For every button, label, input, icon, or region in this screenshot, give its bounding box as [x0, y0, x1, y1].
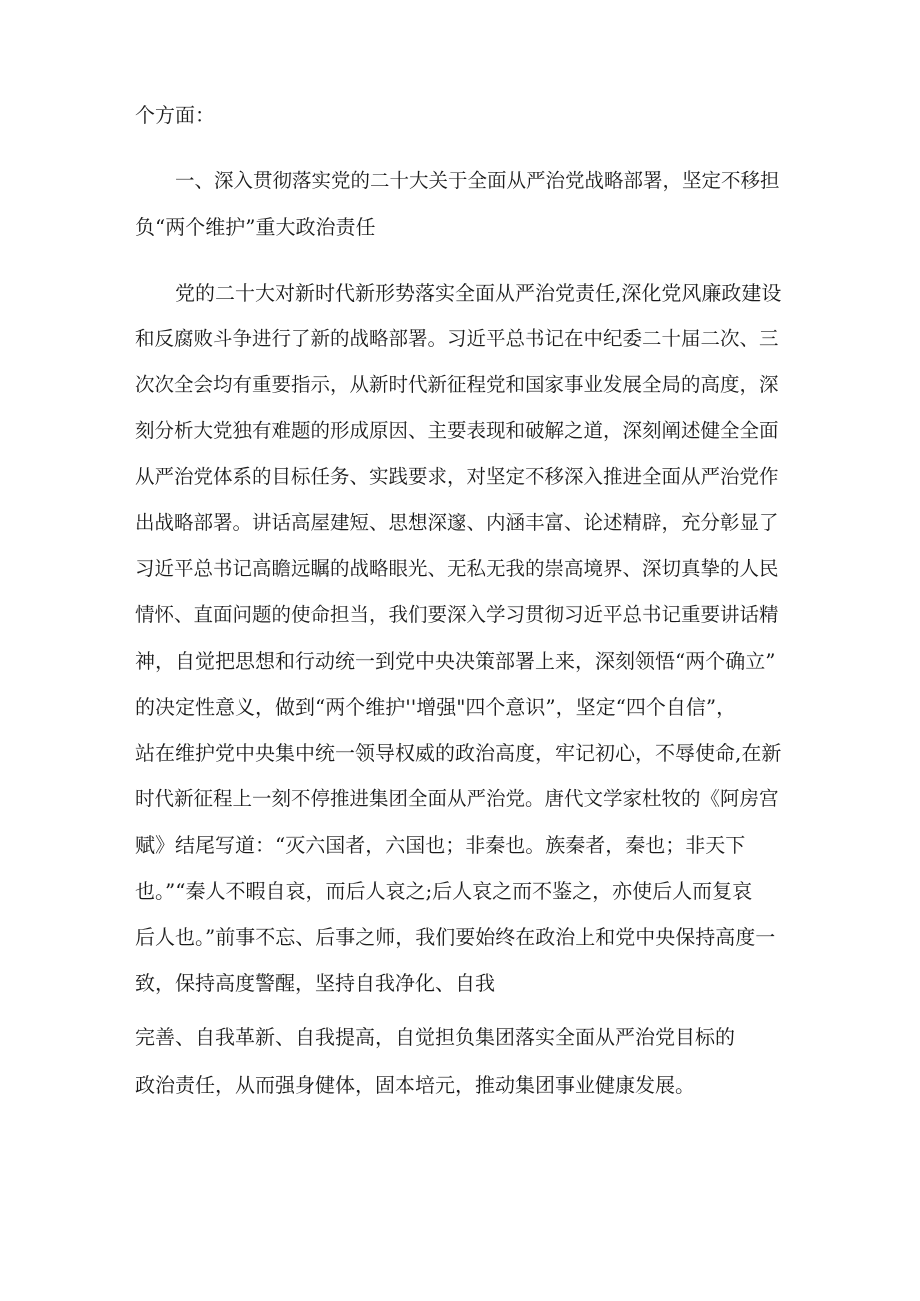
body-line-2: 和反腐败斗争进行了新的战略部署。习近平总书记在中纪委二十届二次、三	[135, 327, 779, 350]
body-line-17: 完善、自我革新、自我提高，自觉担负集团落实全面从严治党目标的	[135, 1025, 735, 1049]
body-line-16: 致，保持高度警醒，坚持自我净化、自我	[135, 971, 495, 995]
body-line-13: 赋》结尾写道：“灭六国者，六国也；非秦也。族秦者，秦也；非天下	[135, 833, 746, 857]
heading-line-2: 负“两个维护”重大政治责任	[135, 215, 376, 239]
intro-text: 个方面：	[135, 103, 215, 127]
body-line-18: 政治责任，从而强身健体，固本培元，推动集团事业健康发展。	[135, 1073, 695, 1097]
body-line-8: 情怀、直面问题的使命担当，我们要深入学习贯彻习近平总书记重要讲话精	[135, 603, 779, 626]
body-line-6: 出战略部署。讲话高屋建短、思想深邃、内涵丰富、论述精辟，充分彰显了	[135, 511, 779, 534]
body-line-3: 次次全会均有重要指示，从新时代新征程党和国家事业发展全局的高度，深	[135, 373, 779, 396]
heading-line-1-text: 一、深入贯彻落实党的二十大关于全面从严治党战略部署，坚定不移担	[175, 169, 780, 192]
body-line-15: 后人也。”前事不忘、后事之师，我们要始终在政治上和党中央保持高度一	[135, 925, 776, 949]
body-line-7: 习近平总书记高瞻远瞩的战略眼光、无私无我的崇高境界、深切真挚的人民	[135, 557, 779, 580]
body-line-9: 神，自觉把思想和行动统一到党中央决策部署上来，深刻领悟“两个确立”	[135, 649, 776, 673]
body-line-5: 从严治党体系的目标任务、实践要求，对坚定不移深入推进全面从严治党作	[135, 465, 779, 488]
body-line-12: 时代新征程上一刻不停推进集团全面从严治党。唐代文学家杜牧的《阿房宫	[135, 787, 779, 810]
body-line-14: 也。”“秦人不暇自哀，而后人哀之;后人哀之而不鉴之，亦使后人而复哀	[135, 879, 753, 903]
heading-line-1	[175, 167, 787, 195]
body-line-1: 党的二十大对新时代新形势落实全面从严治党责任,深化党风廉政建设	[175, 281, 782, 305]
body-line-11: 站在维护党中央集中统一领导权威的政治高度，牢记初心，不辱使命,在新	[135, 741, 782, 765]
body-line-10: 的决定性意义，做到“两个维护''增强"四个意识”，坚定“四个自信”，	[135, 695, 737, 719]
body-line-4: 刻分析大党独有难题的形成原因、主要表现和破解之道，深刻阐述健全全面	[135, 419, 779, 442]
